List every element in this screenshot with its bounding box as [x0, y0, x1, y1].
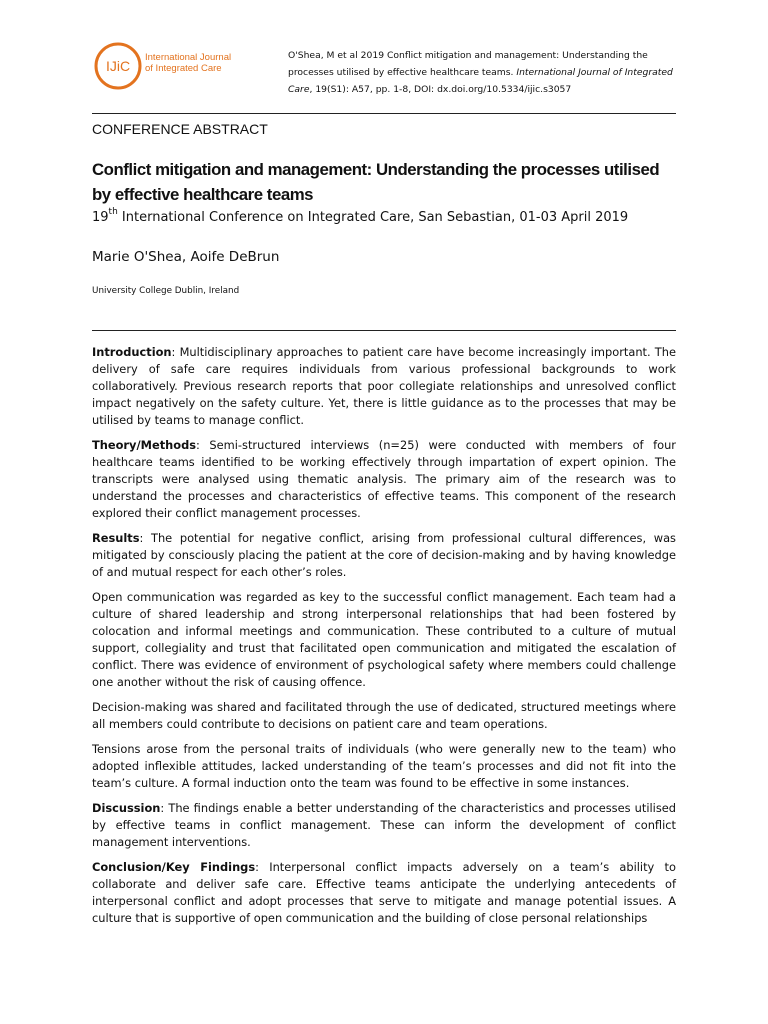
journal-logo — [92, 40, 242, 92]
paper-title: Conflict mitigation and management: Understanding the processes utilised by effective healthcare teams — [92, 160, 660, 204]
conference-name: International Conference on Integrated Care, San Sebastian, 01-03 April 2019 — [117, 210, 629, 225]
section-label: CONFERENCE ABSTRACT — [92, 121, 268, 137]
methods-label: Theory/Methods — [92, 438, 197, 452]
conclusion-paragraph — [92, 859, 676, 927]
introduction-text: : Multidisciplinary approaches to patient care have become increasingly important. The delivery of safe care requires individuals from various professional backgrounds to work collaboratively. Previous research reports that poor collegiate relationships and unresolved conflict impact negatively on the safety culture. Yet, there is little guidance as to the processes that may be utilised by teams to manage conflict. — [92, 345, 676, 427]
results-paragraph-4: Tensions arose from the personal traits of individuals (who were generally new to the team) who adopted inflexible attitudes, lacked understanding of the team’s processes and did not fit into the team’s culture. A formal induction onto the team was found to be effective in some instances. — [92, 742, 676, 790]
journal-name-line2: of Integrated Care — [145, 63, 222, 74]
conference-ordinal: th — [108, 207, 118, 217]
conference-line — [92, 208, 682, 228]
results-label: Results — [92, 531, 140, 545]
results-paragraph-2: Open communication was regarded as key to the successful conflict management. Each team had a culture of shared leadership and strong interpersonal relationships that had been fostered by colocation and informal meetings and communication. These contributed to a culture of mutual support, collegiality and trust that facilitated open communication and mitigated the escalation of conflict. There was evidence of environment of psychological safety where members could challenge one another without the risk of causing offence. — [92, 590, 676, 689]
journal-name — [145, 52, 231, 74]
results-paragraph — [92, 530, 676, 581]
journal-logo-ring-icon — [92, 40, 144, 92]
citation — [288, 47, 688, 98]
journal-name-line1: International Journal — [145, 52, 232, 63]
conclusion-text: : Interpersonal conflict impacts adversely on a team’s ability to collaborate and deliver safe care. Effective teams anticipate the underlying antecedents of interpersonal conflict and adopt processes that serve to mitigate and manage potential issues. A culture that is supportive of open communication and the building of close personal relationships — [92, 860, 676, 925]
methods-text: : Semi-structured interviews (n=25) were conducted with members of four healthcare teams identified to be working effectively through impartation of expert opinion. The transcripts were analysed using thematic analysis. The primary aim of the research was to understand the processes and characteristics of effective teams. This component of the research explored their conflict management processes. — [92, 438, 676, 520]
header-divider — [92, 113, 676, 114]
abstract-body — [92, 344, 676, 935]
results-text: : The potential for negative conflict, arising from professional cultural differences, was mitigated by consciously placing the patient at the core of decision-making and by having knowledge of and mutual respect for each other’s roles. — [92, 531, 676, 579]
introduction-paragraph — [92, 344, 676, 429]
logo-mark: IJiC — [105, 58, 131, 74]
citation-post: , 19(S1): A57, pp. 1-8, DOI: dx.doi.org/10.5334/ijic.s3057 — [309, 84, 572, 95]
methods-paragraph — [92, 437, 676, 522]
affiliation: University College Dublin, Ireland — [92, 286, 240, 296]
results-paragraph-3: Decision-making was shared and facilitated through the use of dedicated, structured meetings where all members could contribute to decisions on patient care and team operations. — [92, 700, 676, 731]
citation-pre: O'Shea, M et al 2019 Conflict mitigation and management: Understanding the processes utilised by effective healthcare teams. — [288, 50, 648, 78]
discussion-text: : The findings enable a better understanding of the characteristics and processes utilised by effective teams in conflict management. These can inform the development of conflict management interventions. — [92, 801, 676, 849]
discussion-paragraph — [92, 800, 676, 851]
conference-number: 19 — [92, 210, 109, 225]
discussion-label: Discussion — [92, 801, 161, 815]
authors: Marie O'Shea, Aoife DeBrun — [92, 249, 280, 265]
introduction-label: Introduction — [92, 345, 172, 359]
citation-journal: International Journal of Integrated Care — [288, 67, 673, 95]
abstract-divider — [92, 330, 676, 331]
conclusion-label: Conclusion/Key Findings — [92, 860, 256, 874]
